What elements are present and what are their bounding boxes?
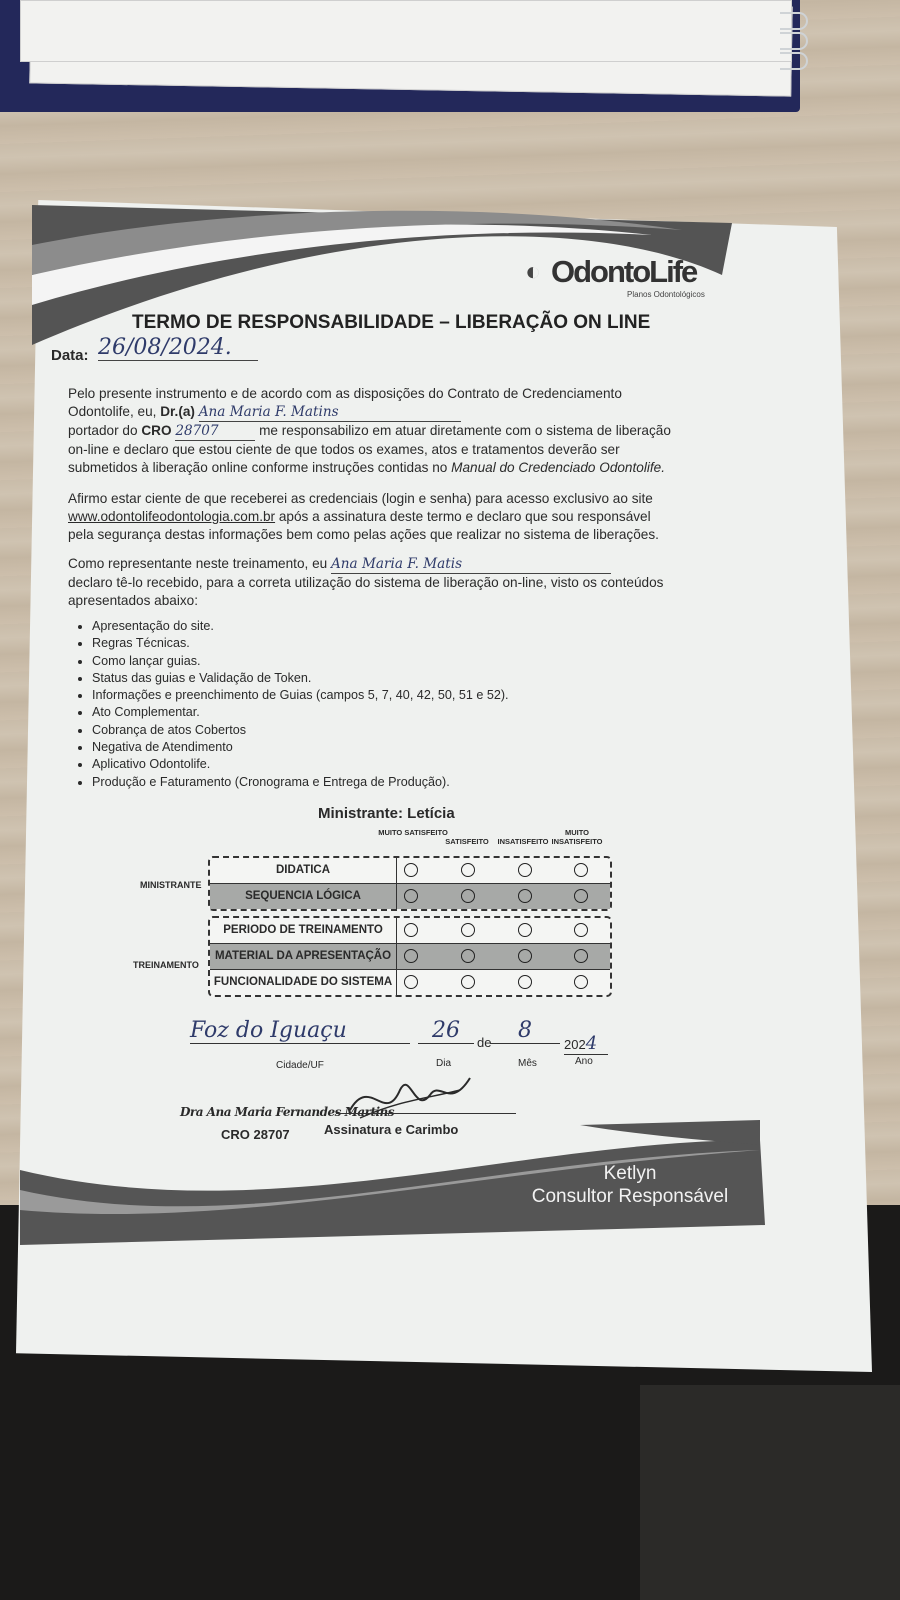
- month-field: 8: [490, 1018, 560, 1044]
- paragraph-1-line-4: on-line e declaro que estou ciente de que todos os exames, atos e tratamentos deverão ser: [68, 442, 620, 457]
- binder-spiral: [780, 12, 808, 30]
- year-label: Ano: [575, 1056, 593, 1067]
- rating-row-label: FUNCIONALIDADE DO SISTEMA: [210, 970, 397, 995]
- list-item: • Como lançar guias.: [92, 653, 509, 670]
- paragraph-2: Afirmo estar ciente de que receberei as credenciais (login e senha) para acesso exclusivo ao site www.odontolifeodontologia.com.br após a assinatura deste termo e declaro que sou responsável pela segurança destas informações bem como pelas ações que realizar no sistema de liberações.: [68, 491, 659, 542]
- rating-row-label: DIDATICA: [210, 858, 397, 883]
- list-item: • Aplicativo Odontolife.: [92, 756, 509, 773]
- rating-radio[interactable]: [461, 863, 475, 877]
- paragraph-3: Como representante neste treinamento, eu Ana Maria F. Matis declaro tê-lo recebido, para a correta utilização do sistema de liberação on-line, visto os conteúdos apresentados abaixo:: [68, 556, 664, 608]
- ministrante-rating-table: [208, 856, 612, 911]
- consultant-name: Ketlyn: [603, 1163, 657, 1184]
- logo-mark-icon: ◐: [525, 256, 541, 286]
- document-title: TERMO DE RESPONSABILIDADE – LIBERAÇÃO ON LINE: [132, 312, 651, 333]
- rating-radio[interactable]: [461, 889, 475, 903]
- day-label: Dia: [436, 1058, 452, 1069]
- rating-radio[interactable]: [461, 949, 475, 963]
- binder-spiral: [780, 32, 808, 50]
- treinamento-rating-table: [208, 916, 612, 997]
- rating-row: [210, 969, 610, 995]
- column-header: MUITO INSATISFEITO: [551, 828, 603, 846]
- list-item: • Produção e Faturamento (Cronograma e Entrega de Produção).: [92, 774, 509, 791]
- date-label: Data:: [51, 347, 89, 364]
- rating-radio[interactable]: [518, 889, 532, 903]
- list-item: • Cobrança de atos Cobertos: [92, 722, 509, 739]
- paragraph-1: [68, 385, 708, 477]
- rating-row: [210, 858, 610, 883]
- binder-spiral: [780, 52, 808, 70]
- paragraph-1-line-5: submetidos à liberação online conforme instruções contidas no Manual do Credenciado Odontolife.: [68, 460, 665, 475]
- rating-radio[interactable]: [574, 863, 588, 877]
- date-value: 26/08/2024.: [98, 335, 258, 361]
- stamp-cro: CRO 28707: [221, 1127, 290, 1142]
- website-link[interactable]: www.odontolifeodontologia.com.br: [68, 509, 276, 524]
- representative-name-field: Ana Maria F. Matis: [331, 555, 611, 574]
- odontolife-logo: [525, 252, 715, 299]
- paragraph-1-line-2: Odontolife, eu, Dr.(a) Ana Maria F. Matins: [68, 403, 708, 422]
- list-item: • Apresentação do site.: [92, 618, 509, 635]
- binder-sheet: [20, 0, 792, 62]
- column-header: INSATISFEITO: [497, 837, 549, 846]
- rating-row: [210, 943, 610, 969]
- list-item: • Negativa de Atendimento: [92, 739, 509, 756]
- rating-radio[interactable]: [461, 975, 475, 989]
- rating-radio[interactable]: [404, 949, 418, 963]
- day-field: 26: [418, 1018, 474, 1044]
- rating-radio[interactable]: [518, 923, 532, 937]
- rating-radio[interactable]: [404, 863, 418, 877]
- consultant-role: Consultor Responsável: [531, 1186, 729, 1207]
- list-item: • Informações e preenchimento de Guias (campos 5, 7, 40, 42, 50, 51 e 52).: [92, 687, 509, 704]
- group-label-treinamento: TREINAMENTO: [133, 960, 199, 970]
- list-item: • Ato Complementar.: [92, 704, 509, 721]
- rating-row-label: MATERIAL DA APRESENTAÇÃO: [210, 944, 397, 969]
- list-item: • Regras Técnicas.: [92, 635, 509, 652]
- dr-name-field: Ana Maria F. Matins: [199, 403, 461, 422]
- year-field: 2024: [564, 1033, 608, 1055]
- list-item: • Status das guias e Validação de Token.: [92, 670, 509, 687]
- cro-label: CRO: [141, 423, 172, 438]
- dr-label: Dr.(a): [160, 404, 195, 419]
- rating-radio[interactable]: [574, 923, 588, 937]
- rating-row-label: SEQUENCIA LÓGICA: [210, 884, 397, 909]
- rating-radio[interactable]: [574, 889, 588, 903]
- rating-radio[interactable]: [404, 923, 418, 937]
- city-label: Cidade/UF: [276, 1060, 324, 1071]
- signature-caption: Assinatura e Carimbo: [324, 1122, 459, 1137]
- stamp-name: Dra Ana Maria Fernandes Martins: [180, 1105, 395, 1119]
- rating-radio[interactable]: [404, 975, 418, 989]
- signature-line: [336, 1113, 516, 1114]
- rating-radio[interactable]: [518, 863, 532, 877]
- consultant-block: [510, 1162, 750, 1208]
- ministrante-title: Ministrante: Letícia: [318, 805, 455, 822]
- rating-row: [210, 883, 610, 909]
- topics-list: [76, 618, 509, 791]
- month-label: Mês: [518, 1058, 537, 1069]
- paragraph-1-line-1: Pelo presente instrumento e de acordo com as disposições do Contrato de Credenciamento: [68, 386, 622, 401]
- rating-radio[interactable]: [518, 975, 532, 989]
- document: [40, 200, 840, 1360]
- rating-radio[interactable]: [574, 949, 588, 963]
- de-label: de: [477, 1035, 492, 1050]
- column-header: SATISFEITO: [445, 837, 489, 846]
- rating-radio[interactable]: [404, 889, 418, 903]
- cro-field: 28707: [175, 422, 255, 441]
- group-label-ministrante: MINISTRANTE: [140, 880, 202, 890]
- column-header: MUITO SATISFEITO: [378, 828, 448, 837]
- rating-radio[interactable]: [574, 975, 588, 989]
- paragraph-1-line-3: portador do CRO 28707 me responsabilizo em atuar diretamente com o sistema de liberação: [68, 423, 671, 439]
- rating-radio[interactable]: [461, 923, 475, 937]
- logo-brand: OdontoLife: [551, 254, 697, 289]
- logo-tagline: Planos Odontológicos: [627, 290, 705, 299]
- rating-radio[interactable]: [518, 949, 532, 963]
- rating-row: [210, 918, 610, 943]
- city-field: Foz do Iguaçu: [190, 1018, 410, 1044]
- rating-row-label: PERIODO DE TREINAMENTO: [210, 918, 397, 943]
